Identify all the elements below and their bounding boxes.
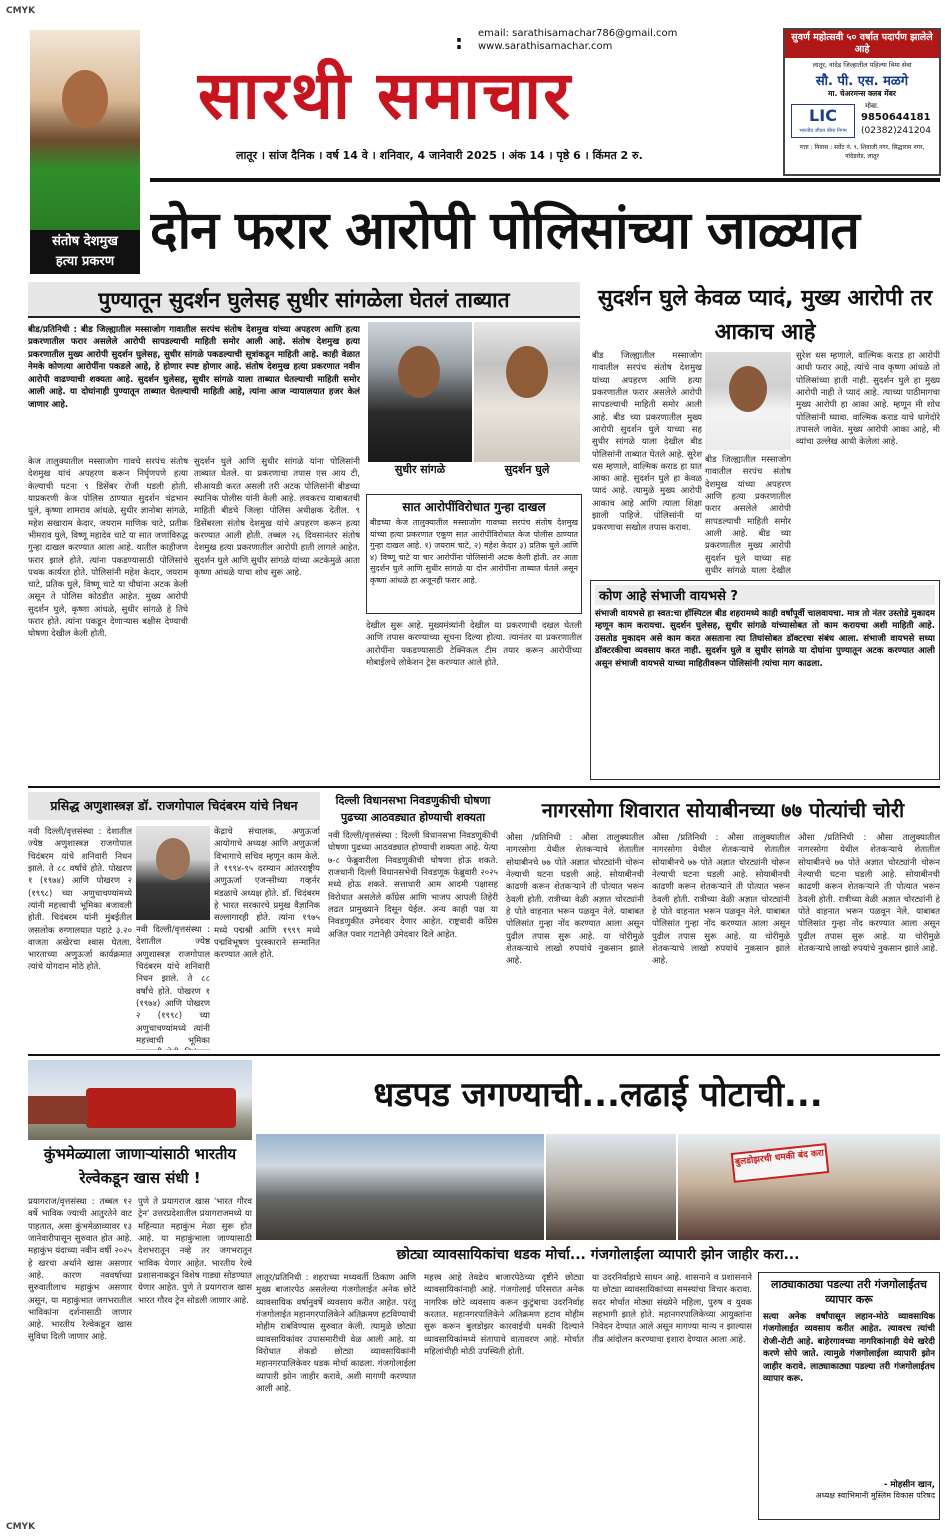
feature-text-1: लातूर/प्रतिनिधी : शहराच्या मध्यवर्ती ठिकाण आणि मुख्य बाजारपेठ असलेल्या गंजगोलाईत अनेक छोटे व्यावसायिक वर्षानुवर्षे व्यवसाय करीत आहेत. परंतु गंजगोलाईत महानगरपालिकेने अतिक्रमण हटविण्याची मोहीम राबविण्यास सुरुवात केली. त्यामुळे छोट्या व्यावसायिकांवर उपासमारीची वेळ आली आहे. या विरोधात शेकडो छोट्या व्यावसायिकांनी महानगरपालिकेवर धडक मोर्चा काढला. गंजगोलाईला व्यापारी झोन जाहीर करावे, अशी मागणी करण्यात आली आहे. xyxy=(256,1273,416,1394)
face-shape xyxy=(506,346,548,398)
brief-1-headline: प्रसिद्ध अणुशास्त्रज्ञ डॉ. राजगोपाल चिदंबरम यांचे निधन xyxy=(28,792,320,820)
lic-logo xyxy=(791,104,855,138)
masthead-dateline: लातूर । सांज दैनिक । वर्ष 14 वे । शनिवार, 4 जानेवारी 2025 । अंक 14 । पृष्ठे 6 । किंमत 2 रु. xyxy=(236,149,643,162)
portrait-caption-case: हत्या प्रकरण xyxy=(55,254,115,269)
ad-phone-1: 9850644181 xyxy=(861,112,931,123)
portrait-caption xyxy=(30,230,140,274)
cmyk-mark-bottom: CMYK xyxy=(6,1522,36,1532)
feature-photo-1 xyxy=(256,1134,544,1240)
sambhaji-box xyxy=(590,580,940,780)
portrait-photo xyxy=(30,30,140,230)
rail-headline: कुंभमेळ्याला जाणाऱ्यांसाठी भारतीय रेल्वेकडून खास संधी ! xyxy=(43,1145,237,1187)
feature-text-2: महत्त्व आहे तेवढेच बाजारपेठेच्या दृष्टीने छोट्या व्यावसायिकांनाही आहे. गंजगोलाई परिसरात अनेक नागरिक छोटे व्यवसाय करून कुटुंबाचा उदरनिर्वाह करतात. महानगरपालिकेने अतिक्रमण हटाव मोहीम सुरू करून बुलडोझर कारवाईची धमकी दिल्याने व्यावसायिकांमध्ये संतापाचे वातावरण आहे. मोर्चात महिलांचीही मोठी उपस्थिती होती. xyxy=(424,1273,584,1357)
train-engine-shape xyxy=(86,1088,236,1128)
ad-phone-2: (02382)241204 xyxy=(861,126,932,136)
lead-subhead: पुण्यातून सुदर्शन घुलेसह सुधीर सांगळेला घेतलं ताब्यात xyxy=(28,282,580,318)
accused-box-text: बीडच्या केज तालुक्यातील मस्साजोग गावच्या सरपंच संतोष देशमुख यांच्या हत्या प्रकरणात एकूण सात आरोपींविरोधात केज पोलीस ठाण्यात गुन्हा दाखल आहे. १) जयराम चाटे, २) महेश केदार ३) प्रतिक घुले आणि ४) विष्णू चाटे या चार आरोपींना पोलिसांनी अटक केली होती. तर आता सुदर्शन घुले आणि सुधीर सांगळे या दोन आरोपींना ताब्यात घेतले असून कृष्णा आंधळे हा अजूनही फरार आहे. xyxy=(370,518,578,585)
masthead-title: सारथी समाचार xyxy=(198,56,573,134)
feature-headline: धडपड जगण्याची...लढाई पोटाची... xyxy=(373,1075,823,1115)
ad-heading: सुवर्ण महोत्सवी ५० वर्षात पदार्पण झालेले आहे xyxy=(785,30,939,58)
brief-1-text-2: केंद्राचे संचालक, अणुऊर्जा आयोगाचे अध्यक्ष आणि अणुऊर्जा विभागाचे सचिव म्हणून काम केले. ते १९९४-९५ दरम्यान आंतरराष्ट्रीय अणुऊर्जा एजन्सीच्या गव्हर्नर मंडळाचे अध्यक्ष होते. डॉ. चिदंबरम हे भारत सरकारचे प्रमुख वैज्ञानिक सल्लागारही होते. त्यांना १९७५ मध्ये पद्मश्री आणि १९९९ मध्ये पद्मविभूषण पुरस्काराने सन्मानित करण्यात आले होते. xyxy=(214,827,320,961)
face-shape xyxy=(729,366,767,412)
masthead-website[interactable]: www.sarathisamachar.com xyxy=(478,41,613,52)
lic-logo-sub: भारतीय जीवन बीमा निगम xyxy=(799,128,847,134)
quote-author: - मोहसीन खान, xyxy=(883,1480,935,1490)
section-divider-1 xyxy=(28,786,940,788)
lead-headline: दोन फरार आरोपी पोलिसांच्या जाळ्यात xyxy=(150,201,859,261)
right-lead-text-2: सुरेश धस म्हणाले, वाल्मिक कराड हा आरोपी आधी फरार आहे, त्यांचे नाव कृष्णा आंधळे तो पोलिसांच्या हाती नाही. सुदर्शन घुले हा मुख्य आरोपी नाही ते प्यादं आहे. त्याच्या पाठीमागचा मुख्य आरोपी हा आका आहे. म्हणून मी शोध पोलिसांनी घ्यावा. वाल्मिक कराड याचे धागेदोरे तपासले जावेत. मुख्य आरोपी आका आहे, मी व्यांचा उल्लेख आधी केलेला आहे. xyxy=(796,351,940,448)
photo-suresh-dhas xyxy=(705,352,791,450)
lic-ad xyxy=(783,28,941,176)
face-shape xyxy=(398,346,440,398)
feature-photo-2 xyxy=(546,1134,676,1240)
lead-mid-column: देखील सुरू आहे. मुख्यमंत्र्यांनी देखील या प्रकरणाची दखल घेतली आणि तपास करण्याच्या सूचना दिल्या होत्या. त्यानंतर या प्रकरणातील आरोपींना पकडण्यासाठी टेक्निकल टीम तयार करून आरोपींच्या मोबाईलचे लोकेशन ट्रेस करण्यात आले होते. xyxy=(366,621,582,668)
cmyk-mark-top: CMYK xyxy=(6,6,36,16)
masthead-dots: : xyxy=(455,30,463,54)
brief-3-text-3: औसा /प्रतिनिधी : औसा तालुक्यातील नागरसोगा येथील शेतकऱ्याचे शेतातील सोयाबीनचे ७७ पोते अज्ञात चोरट्यांनी चोरून नेल्याची घटना घडली आहे. सोयाबीनची काढणी करून शेतकऱ्याने ती पोत्यात भरून ठेवली होती. रात्रीच्या वेळी अज्ञात चोरट्यांनी हे पोते वाहनात भरून पळवून नेले. याबाबत पोलिसांत गुन्हा नोंद करण्यात आला असून पुढील तपास सुरू आहे. या चोरीमुळे शेतकऱ्याचे लाखो रुपयांचे नुकसान झाले आहे. xyxy=(798,833,940,954)
lic-logo-text: LIC xyxy=(809,106,837,125)
portrait-caption-name: संतोष देशमुख xyxy=(52,234,118,249)
masthead-email[interactable]: email: sarathisamachar786@gmail.com xyxy=(478,28,678,39)
photo-sudhir xyxy=(368,322,472,462)
section-divider-2 xyxy=(28,1054,940,1056)
feature-text-3: या उदरनिर्वाहाचे साधन आहे. शासनाने व प्रशासनाने या छोट्या व्यावसायिकांच्या समस्यांचा विचार करावा. सदर मोर्चात मोठ्या संख्येने महिला, पुरुष व युवक सहभागी झाले होते. महानगरपालिकेच्या आयुक्तांना निवेदन देण्यात आले असून मागण्या मान्य न झाल्यास तीव्र आंदोलन करण्याचा इशारा देण्यात आला आहे. xyxy=(592,1273,752,1345)
train-coach-shape xyxy=(28,1096,88,1124)
brief-2-text: नवी दिल्ली/वृत्तसंस्था : दिल्ली विधानसभा निवडणुकीची घोषणा पुढच्या आठवड्यात होण्याची शक्यता आहे. येत्या ७-८ फेब्रुवारीला निवडणुकीची घोषणा होऊ शकते. राजधानी दिल्ली विधानसभेची निवडणूक फेब्रुवारी २०२५ मध्ये होऊ शकते. सत्ताधारी आम आदमी पक्षासह विरोधात असलेले काँग्रेस आणि भाजप आपली तिहेरी लढत प्रामुख्याने दिसून येईल. अन्य काही पक्ष या निवडणुकीत उमेदवार देणार आहेत. राष्ट्रवादी काँग्रेस अजित पवार गटानेही उमेदवार दिले आहेत. xyxy=(328,831,498,940)
rail-text-2: पुणे ते प्रयागराज खास 'भारत गौरव ट्रेन' उत्तरप्रदेशातील प्रयागराजमध्ये या महिन्यात महाकुंभ मेळा सुरू होत आहे. या महाकुंभाला जाण्यासाठी देशभरातून नव्हे तर जगभरातून भाविक येणार आहेत. भारतीय रेल्वे प्रशासनाकडून विशेष गाड्या सोडण्यात येणार आहेत. पुणे ते प्रयागराज खास भारत गौरव ट्रेन सोडली जाणार आहे. xyxy=(138,1197,252,1306)
face-shape xyxy=(62,70,108,128)
face-shape xyxy=(156,838,190,880)
headline-rule xyxy=(150,178,940,182)
lead-column-1: केज तालुक्यातील मस्साजोग गावचे सरपंच संतोष देशमुख यांचं अपहरण करून निर्घृणपणे हत्या केल्याची घटना ९ डिसेंबर रोजी घडली होती. याप्रकरणी केज पोलिस ठाण्यात सुदर्शन चंद्रभान घुले, कृष्णा शामराव आंधळे, सुधीर ज्ञानोबा सांगळे, महेश सखाराम केदार, जयराम माणिक चाटे, प्रतीक भीमराव घुले, विष्णू महादेव चाटे या सात जणांविरुद्ध गुन्हा दाखल करण्यात आला आहे. यातील काहीजण फरार झाले होते. त्यांना पकडण्यासाठी पोलिसांचे पथक कार्यरत होते. पोलिसांनी महेश केदार, जयराम चाटे, प्रतिक घुले, विष्णू चाटे या चौघांना अटक केली असून ते पोलिस कोठडीत आहेत. मुख्य आरोपी सुदर्शन घुले, कृष्णा आंधळे, सुधीर सांगळे हे तिघे फरार होते. त्यांना पकडून देणाऱ्यास बक्षीस देण्याची घोषणा देखील केली होती. xyxy=(28,457,188,640)
photo-sudarshan-caption: सुदर्शन घुले xyxy=(504,463,550,476)
train-photo xyxy=(28,1060,252,1140)
brief-3-text-1: औसा /प्रतिनिधी : औसा तालुक्यातील नागरसोगा येथील शेतकऱ्याचे शेतातील सोयाबीनचे ७७ पोते अज्ञात चोरट्यांनी चोरून नेल्याची घटना घडली आहे. सोयाबीनची काढणी करून शेतकऱ्याने ती पोत्यात भरून ठेवली होती. रात्रीच्या वेळी अज्ञात चोरट्यांनी हे पोते वाहनात भरून पळवून नेले. याबाबत पोलिसांत गुन्हा नोंद करण्यात आला असून पुढील तपास सुरू आहे. या चोरीमुळे शेतकऱ्याचे लाखो रुपयांचे नुकसान झाले आहे. xyxy=(506,833,644,967)
rail-text-1: प्रयागराज/वृत्तसंस्था : तब्बल १२ वर्षे भाविक ज्याची आतुरतेने वाट पाहतात, असा कुंभमेळाव्यावर १३ जानेवारीपासून सुरुवात होत आहे. महाकुंभ यंदाच्या नवीन वर्षी २०२५ हे खरचा अर्थाने खास असणार आहे. कारण नववर्षाच्या सुरुवातीलाच महाकुंभ असणार असून, या महाकुंभात जगभरातील भाविकांना दर्शनासाठी जाणार आहे. भारतीय रेल्वेकडून खास सुविधा दिली जाणार आहे. xyxy=(28,1197,132,1343)
feature-photo-3 xyxy=(678,1134,940,1240)
sambhaji-box-head: कोण आहे संभाजी वायभसे ? xyxy=(595,585,935,605)
lead-column-2: सुदर्शन घुले आणि सुधीर सांगळे यांना पोलिसांनी ताब्यात घेतले. या प्रकरणाचा तपास एस आय टी, सीआयडी करत असली तरी अटक पोलिसांनी बीडच्या स्थानिक पोलीस यांनी केली आहे. लवकरच याबाबतची माहिती बीडचे जिल्हा पोलिस अधीक्षक देतील. ९ डिसेंबरला संतोष देशमुख यांचे अपहरण करून हत्या करण्यात आली होती. तब्बल २६ दिवसानंतर संतोष देशमुख हत्या प्रकरणातील आरोपी हाती लागले आहेत. सुदर्शन घुले आणि सुधीर सांगळे यांच्या अटकेमुळे आता कृष्णा आंधळे याचा शोध सुरू आहे. xyxy=(194,457,360,578)
right-lead-text-1: बीड जिल्ह्यातील मस्साजोग गावातील सरपंच संतोष देशमुख यांच्या अपहरण आणि हत्या प्रकरणातील फरार असलेले आरोपी सापडल्याची माहिती समोर आली आहे. बीड च्या प्रकरणातील मुख्य आरोपी सुदर्शन घुले याच्या सह सुधीर सांगळे याला देखील बीड पोलिसांनी ताब्यात घेतले आहे. सुरेश धस म्हणाले, वाल्मिक कराड हा यात आका आहे. सुदर्शन घुले हा केवळ प्यादं आहे. त्यामुळे मुख्य आरोपी आकाच आहे आणि त्याला शिक्षा झाली पाहिजे. पोलिसांनी या प्रकरणाचा सखोल तपास करावा. xyxy=(592,351,702,534)
ad-org: लातूर, नांदेड जिल्हातील पहिल्या विमा सेवा xyxy=(812,61,912,69)
brief-1-text: नवी दिल्ली/वृत्तसंस्था : देशातील ज्येष्ठ अणुशास्त्रज्ञ राजगोपाल चिदंबरम यांचे शनिवारी निधन झाले. ते ८८ वर्षांचे होते. पोखरण १ (१९७४) आणि पोखरण २ (१९९८) च्या अणुचाचण्यांमध्ये त्यांनी महत्त्वाची भूमिका बजावली होती. चिदंबरम यांनी मुंबईतील जसलोक रुग्णालयात पहाटे ३.२० वाजता अखेरचा श्वास घेतला. भारताच्या अणुऊर्जा कार्यक्रमात त्यांचे योगदान मोठे होते. xyxy=(28,827,132,973)
quote-box xyxy=(758,1272,940,1520)
ad-phone-label: मोबा. xyxy=(865,102,880,110)
right-lead-headline: सुदर्शन घुले केवळ प्यादं, मुख्य आरोपी तर आकाच आहे xyxy=(597,286,933,345)
feature-protest-banner: बुलडोझरची धमकी बंद करा xyxy=(731,1143,830,1183)
accused-box-head: सात आरोपींविरोधात गुन्हा दाखल xyxy=(402,500,546,514)
brief-2-headline: दिल्ली विधानसभा निवडणुकीची घोषणा पुढच्या आठवड्यात होण्याची शक्यता xyxy=(335,794,491,824)
brief-3-text-2: औसा /प्रतिनिधी : औसा तालुक्यातील नागरसोगा येथील शेतकऱ्याचे शेतातील सोयाबीनचे ७७ पोते अज्ञात चोरट्यांनी चोरून नेल्याची घटना घडली आहे. सोयाबीनची काढणी करून शेतकऱ्याने ती पोत्यात भरून ठेवली होती. रात्रीच्या वेळी अज्ञात चोरट्यांनी हे पोते वाहनात भरून पळवून नेले. याबाबत पोलिसांत गुन्हा नोंद करण्यात आला असून पुढील तपास सुरू आहे. या चोरीमुळे शेतकऱ्याचे लाखो रुपयांचे नुकसान झाले आहे. xyxy=(652,833,790,967)
brief-3-headline: नागरसोगा शिवारात सोयाबीनच्या ७७ पोत्यांची चोरी xyxy=(541,798,905,822)
quote-head: लाठ्याकाठ्या पडल्या तरी गंजगोलाईतच व्यापार करू xyxy=(771,1278,927,1306)
accused-box xyxy=(366,494,582,614)
ad-role: मा. चेअरमन्स क्लब मेंबर xyxy=(828,89,896,98)
ad-address: पत्ता : निवास : सर्वेट नं. ९, शिवाजी नगर, सिद्धाराम नगर, नांदेडरोड, लातूर xyxy=(799,144,925,160)
quote-text: सत्या अनेक वर्षांपासून लहान-मोठे व्यावसायिक गंजगोलाईत व्यवसाय करीत आहेत. त्यावरच त्यांची रोजी-रोटी आहे. बाहेरगावच्या नागरिकांनाही येथे खरेदी करणे सोपे जाते. त्यामुळे गंजगोलाईला व्यापारी झोन जाहीर करावे. लाठ्याकाठ्या पडल्या तरी गंजगोलाईतच व्यापार करू. xyxy=(763,1312,935,1385)
lead-intro: बीड/प्रतिनिधी : बीड जिल्ह्यातील मस्साजोग गावातील सरपंच संतोष देशमुख यांच्या अपहरण आणि हत्या प्रकरणातील फरार असलेले आरोपी सापडल्याची माहिती समोर आली आहे. संतोष देशमुख हत्या प्रकरणातील मुख्य आरोपी सुदर्शन घुलेसह, सुधीर सांगळे पकडल्याची सूत्रांकडून माहिती आहे. काही वेळात नेमके कोणत्या आरोपींना पकडले आहे, हे होणार स्पष्ट होणार आहे. संतोष देशमुख हत्या प्रकरणात नवीन आरोपी वाढण्याची शक्यता आहे. सुदर्शन घुलेसह, सुधीर सांगळे याला ताब्यात घेतल्याची माहिती समोर आली आहे. या दोघांनाही पुण्यातून ताब्यात घेतल्याची माहिती आहे, त्यांना आज न्यायालयात हजर केलं जाणार आहे. xyxy=(28,325,360,410)
ad-name: सौ. पी. एस. मळगे xyxy=(815,74,909,89)
feature-subhead: छोट्या व्यावसायिकांचा धडक मोर्चा... गंजगोलाईला व्यापारी झोन जाहीर करा... xyxy=(396,1247,800,1263)
photo-sudarshan xyxy=(474,322,580,462)
right-lead-text-3: बीड जिल्ह्यातील मस्साजोग गावातील सरपंच संतोष देशमुख यांच्या अपहरण आणि हत्या प्रकरणातील फरार असलेले आरोपी सापडल्याची माहिती समोर आली आहे. बीड च्या प्रकरणातील मुख्य आरोपी सुदर्शन घुले याच्या सह सुधीर सांगळे याला देखील xyxy=(705,455,791,576)
brief-1-text-3: नवी दिल्ली/वृत्तसंस्था : देशातील ज्येष्ठ अणुशास्त्रज्ञ राजगोपाल चिदंबरम यांचे शनिवारी निधन झाले. ते ८८ वर्षांचे होते. पोखरण १ (१९७४) आणि पोखरण २ (१९९८) च्या अणुचाचण्यांमध्ये त्यांनी महत्त्वाची भूमिका xyxy=(136,925,210,1046)
photo-sudhir-caption: सुधीर सांगळे xyxy=(394,463,446,476)
sambhaji-box-text: संभाजी वायभसे हा स्वत:चा हॉस्पिटल बीड शहरामध्ये काही वर्षांपूर्वी चालवायचा. मात्र तो नंतर उस्तोडे मुकादम म्हणून काम करायचा. सुदर्शन घुलेसह, सुधीर सांगळे यांच्यासोबत तो काम करायचा अशी माहिती आहे. उसतोड मुकादम असे काम करत असताना त्या तिघांसोबत डॉक्टरचा संबंध आला. संभाजी वायभसे सध्या डॉक्टरकीचा व्यवसाय करत नाही. सुदर्शन घुले व सुधीर सांगळे या दोघांना पुण्यातून अटक करण्यात आली असून संभाजी वायभसे याच्या माहितीवरून पोलिसांनी त्यांचा माग काढला. xyxy=(595,609,935,669)
photo-chidambaram xyxy=(136,826,210,920)
quote-author-role: अध्यक्ष स्वाभिमानी मुस्लिम विकास परिषद xyxy=(815,1491,935,1500)
